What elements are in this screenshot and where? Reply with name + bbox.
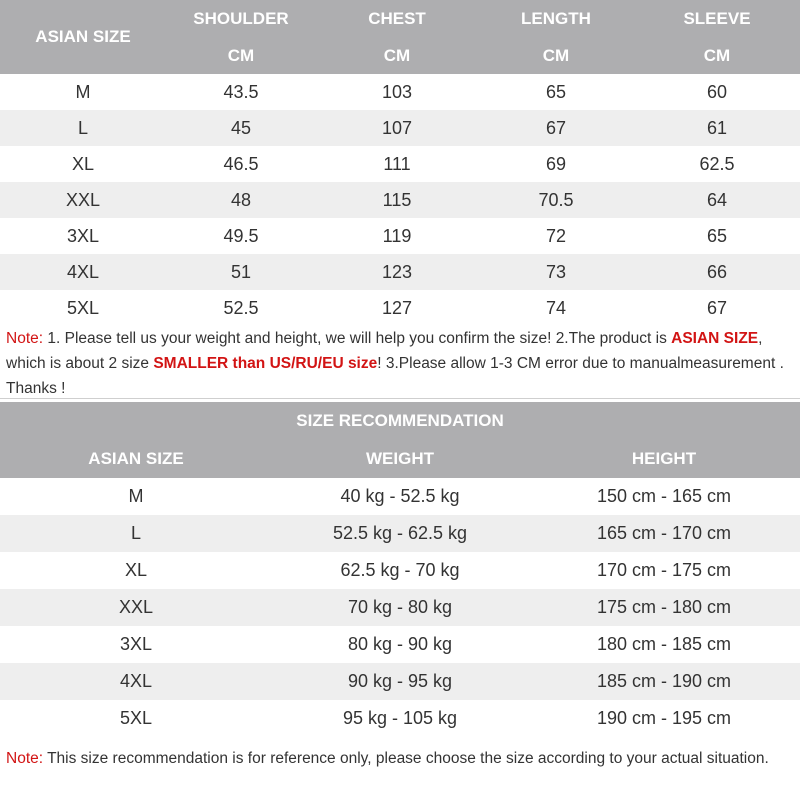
size-cell: XL <box>0 146 166 182</box>
height-cell: 185 cm - 190 cm <box>528 663 800 700</box>
sleeve-cell: 64 <box>634 182 800 218</box>
weight-cell: 62.5 kg - 70 kg <box>272 552 528 589</box>
note-text-3: ! 3.Please allow 1-3 CM error due to manualmeasurement . Thanks ! <box>6 355 784 397</box>
height-cell: 150 cm - 165 cm <box>528 478 800 515</box>
size-cell: M <box>0 74 166 110</box>
asian-size-header: ASIAN SIZE <box>0 0 166 74</box>
size-recommendation-table <box>0 402 800 737</box>
sleeve-cell: 62.5 <box>634 146 800 182</box>
size-cell: XXL <box>0 182 166 218</box>
table-row <box>0 290 800 326</box>
sleeve-cell: 61 <box>634 110 800 146</box>
note-text-1: 1. Please tell us your weight and height, we will help you confirm the size! 2.The product is <box>43 330 672 347</box>
sleeve-cell: 65 <box>634 218 800 254</box>
note-label: Note: <box>6 330 44 347</box>
length-cell: 73 <box>478 254 634 290</box>
size-cell: 4XL <box>0 663 272 700</box>
table-row <box>0 552 800 589</box>
size-note <box>6 326 794 397</box>
note-label: Note: <box>6 750 44 767</box>
size-chart-table <box>0 0 800 326</box>
length-unit: CM <box>478 38 634 74</box>
length-cell: 69 <box>478 146 634 182</box>
table-row <box>0 478 800 515</box>
table-row <box>0 74 800 110</box>
length-cell: 65 <box>478 74 634 110</box>
recommendation-title: SIZE RECOMMENDATION <box>0 402 800 440</box>
shoulder-unit: CM <box>166 38 316 74</box>
table-row <box>0 589 800 626</box>
chest-header: CHEST <box>316 0 478 38</box>
weight-cell: 80 kg - 90 kg <box>272 626 528 663</box>
shoulder-header: SHOULDER <box>166 0 316 38</box>
length-cell: 67 <box>478 110 634 146</box>
table-row <box>0 626 800 663</box>
size-cell: 5XL <box>0 290 166 326</box>
note-highlight-asian-size: ASIAN SIZE <box>671 330 759 347</box>
table-row <box>0 218 800 254</box>
weight-cell: 40 kg - 52.5 kg <box>272 478 528 515</box>
length-header: LENGTH <box>478 0 634 38</box>
height-header: HEIGHT <box>528 440 800 478</box>
weight-cell: 52.5 kg - 62.5 kg <box>272 515 528 552</box>
size-cell: XL <box>0 552 272 589</box>
chest-unit: CM <box>316 38 478 74</box>
length-cell: 70.5 <box>478 182 634 218</box>
size-cell: 3XL <box>0 626 272 663</box>
shoulder-cell: 45 <box>166 110 316 146</box>
chest-cell: 111 <box>316 146 478 182</box>
height-cell: 170 cm - 175 cm <box>528 552 800 589</box>
table-row <box>0 254 800 290</box>
size-cell: L <box>0 515 272 552</box>
height-cell: 180 cm - 185 cm <box>528 626 800 663</box>
chest-cell: 119 <box>316 218 478 254</box>
height-cell: 165 cm - 170 cm <box>528 515 800 552</box>
height-cell: 175 cm - 180 cm <box>528 589 800 626</box>
shoulder-cell: 51 <box>166 254 316 290</box>
shoulder-cell: 43.5 <box>166 74 316 110</box>
chest-cell: 115 <box>316 182 478 218</box>
sleeve-cell: 60 <box>634 74 800 110</box>
note-text-2: , which is about 2 size <box>6 330 763 372</box>
chest-cell: 103 <box>316 74 478 110</box>
table-row <box>0 146 800 182</box>
length-cell: 74 <box>478 290 634 326</box>
shoulder-cell: 49.5 <box>166 218 316 254</box>
shoulder-cell: 46.5 <box>166 146 316 182</box>
table-row <box>0 700 800 737</box>
sleeve-cell: 67 <box>634 290 800 326</box>
weight-cell: 95 kg - 105 kg <box>272 700 528 737</box>
table-row <box>0 110 800 146</box>
section-divider <box>0 398 800 399</box>
weight-cell: 90 kg - 95 kg <box>272 663 528 700</box>
note-highlight-smaller: SMALLER than US/RU/EU size <box>153 355 378 372</box>
chest-cell: 123 <box>316 254 478 290</box>
recommendation-header-row <box>0 440 800 478</box>
sleeve-cell: 66 <box>634 254 800 290</box>
shoulder-cell: 48 <box>166 182 316 218</box>
sleeve-unit: CM <box>634 38 800 74</box>
weight-header: WEIGHT <box>272 440 528 478</box>
chest-cell: 107 <box>316 110 478 146</box>
size-cell: 4XL <box>0 254 166 290</box>
size-cell: 5XL <box>0 700 272 737</box>
recommendation-title-row <box>0 402 800 440</box>
weight-cell: 70 kg - 80 kg <box>272 589 528 626</box>
asian-size-header: ASIAN SIZE <box>0 440 272 478</box>
table-row <box>0 182 800 218</box>
size-cell: M <box>0 478 272 515</box>
size-chart-header-row <box>0 0 800 38</box>
sleeve-header: SLEEVE <box>634 0 800 38</box>
table-row <box>0 663 800 700</box>
size-cell: L <box>0 110 166 146</box>
chest-cell: 127 <box>316 290 478 326</box>
shoulder-cell: 52.5 <box>166 290 316 326</box>
size-cell: 3XL <box>0 218 166 254</box>
note-text: This size recommendation is for reference only, please choose the size according to your actual situation. <box>43 750 769 767</box>
recommendation-note <box>6 746 794 798</box>
table-row <box>0 515 800 552</box>
size-cell: XXL <box>0 589 272 626</box>
length-cell: 72 <box>478 218 634 254</box>
height-cell: 190 cm - 195 cm <box>528 700 800 737</box>
